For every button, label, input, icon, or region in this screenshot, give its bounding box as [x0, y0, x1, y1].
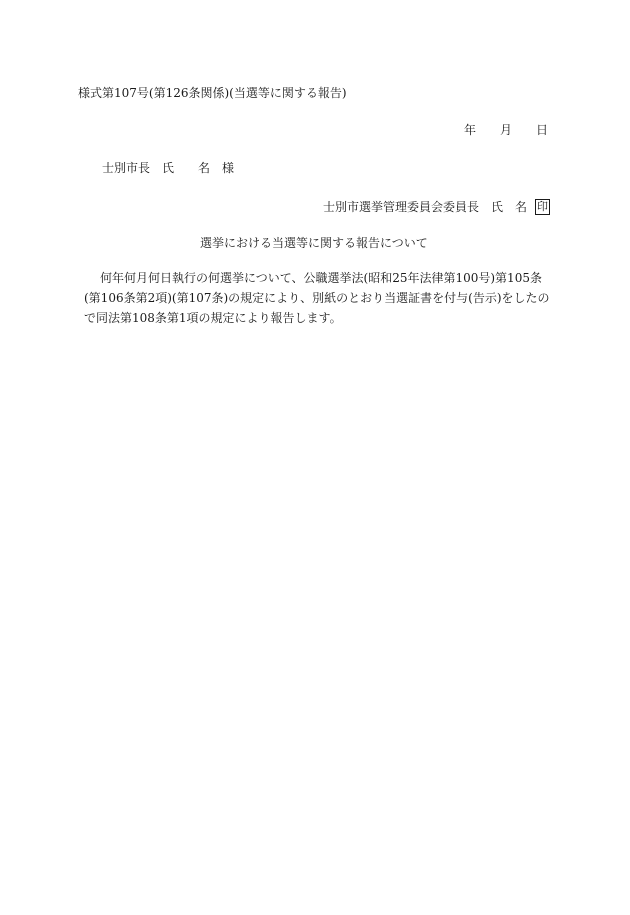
addressee-title: 士別市長: [102, 161, 151, 175]
addressee-shi: 氏: [162, 161, 175, 175]
addressee-line: [102, 162, 234, 174]
form-number: 様式第107号(第126条関係)(当選等に関する報告): [78, 86, 347, 100]
addressee-honorific: 様: [222, 161, 235, 175]
sender-title: 士別市選挙管理委員会委員長: [322, 200, 479, 214]
sender-line: [323, 199, 550, 215]
document-subject: 選挙における当選等に関する報告について: [200, 236, 428, 250]
year-label: 年: [463, 123, 476, 137]
sender-mei: 名: [514, 200, 527, 214]
body-paragraph: 何年何月何日執行の何選挙について、公職選挙法(昭和25年法律第100号)第105条(第106条第2項)(第107条)の規定により、別紙のとおり当選証書を付与(告示)をしたので同法第108条第1項の規定により報告します。: [84, 271, 550, 325]
sender-shi: 氏: [490, 200, 503, 214]
seal-box: 印: [537, 200, 548, 213]
day-label: 日: [535, 123, 548, 137]
date-line: [464, 124, 548, 136]
month-label: 月: [499, 123, 512, 137]
addressee-mei: 名: [198, 161, 211, 175]
